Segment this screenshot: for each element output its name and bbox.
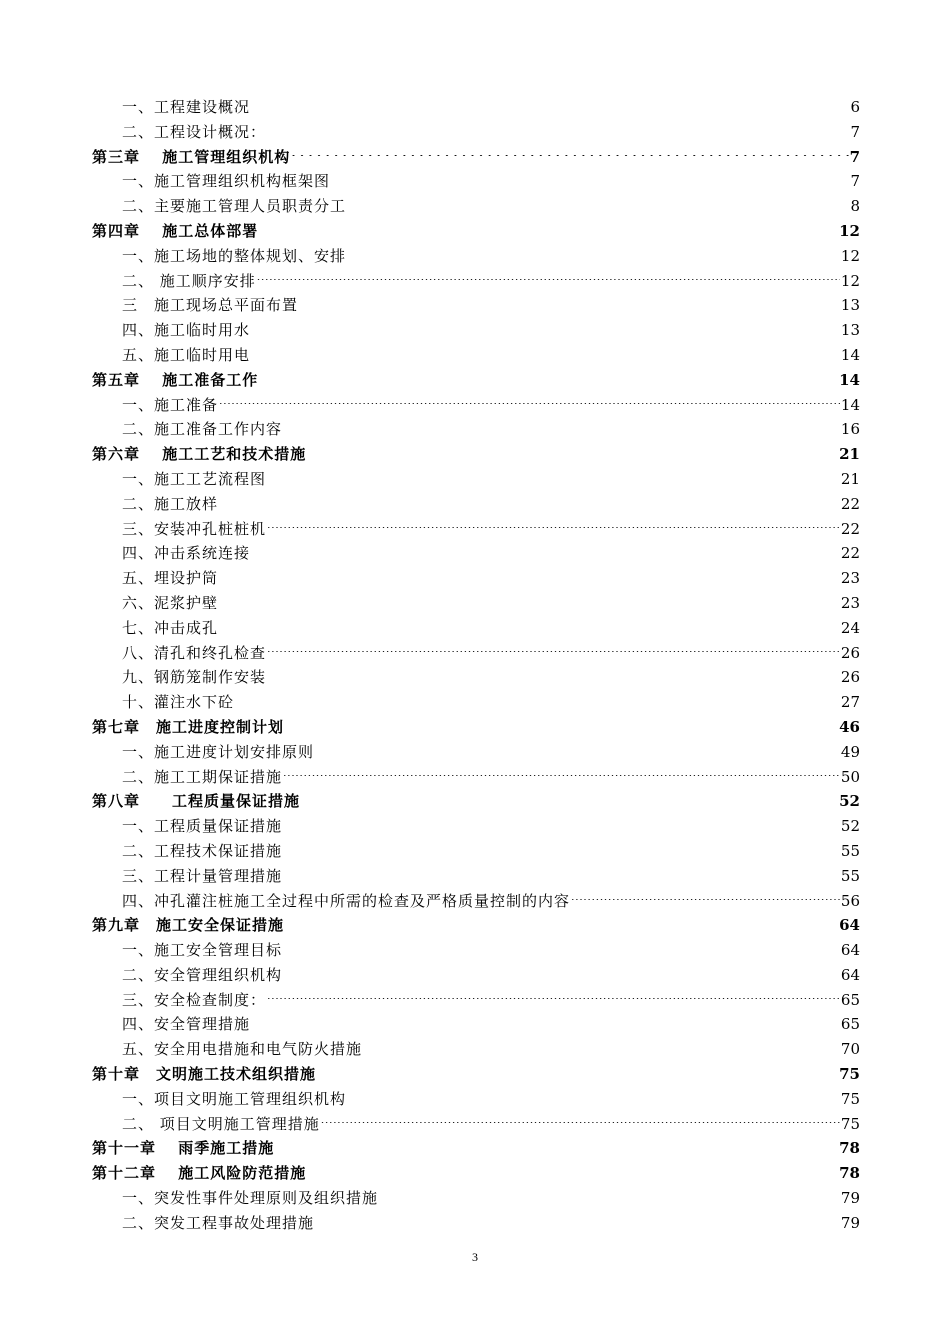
- toc-dot-leader: [571, 899, 840, 907]
- toc-section-entry[interactable]: [92, 517, 860, 542]
- toc-section-entry[interactable]: [92, 1211, 860, 1236]
- toc-entry-title: 二、工程技术保证措施: [122, 841, 283, 860]
- toc-dot-leader: [235, 701, 840, 709]
- toc-entry-title: 一、施工工艺流程图: [122, 469, 267, 488]
- toc-dot-leader: [379, 1197, 840, 1205]
- toc-dot-leader: [219, 577, 840, 585]
- toc-entry-page-number: 14: [840, 345, 860, 364]
- toc-dot-leader: [285, 924, 838, 932]
- toc-dot-leader: [251, 552, 840, 560]
- toc-dot-leader: [291, 155, 848, 163]
- toc-entry-title: 四、冲击系统连接: [122, 544, 251, 563]
- toc-chapter-entry[interactable]: [92, 368, 860, 393]
- toc-entry-page-number: 8: [850, 197, 860, 216]
- toc-entry-page-number: 21: [840, 469, 860, 488]
- toc-entry-page-number: 26: [840, 668, 860, 687]
- toc-entry-title: 第三章 施工管理组织机构: [92, 147, 291, 166]
- toc-entry-page-number: 55: [840, 841, 860, 860]
- toc-dot-leader: [363, 1048, 840, 1056]
- toc-dot-leader: [251, 329, 840, 337]
- toc-entry-title: 第五章 施工准备工作: [92, 370, 259, 389]
- toc-entry-title: 二、 施工顺序安排: [122, 271, 256, 290]
- toc-entry-title: 二、施工准备工作内容: [122, 420, 283, 439]
- toc-dot-leader: [219, 602, 840, 610]
- toc-chapter-entry[interactable]: [92, 442, 860, 467]
- toc-dot-leader: [307, 453, 838, 461]
- toc-entry-page-number: 49: [840, 742, 860, 761]
- toc-dot-leader: [267, 998, 840, 1006]
- toc-section-entry[interactable]: [92, 1186, 860, 1211]
- toc-section-entry[interactable]: [92, 740, 860, 765]
- toc-section-entry[interactable]: [92, 839, 860, 864]
- toc-dot-leader: [283, 825, 840, 833]
- toc-entry-title: 二、施工放样: [122, 494, 219, 513]
- toc-entry-page-number: 12: [840, 271, 860, 290]
- toc-entry-page-number: 22: [840, 544, 860, 563]
- toc-entry-page-number: 75: [840, 1089, 860, 1108]
- toc-entry-title: 八、清孔和终孔检查: [122, 643, 267, 662]
- toc-entry-title: 二、施工工期保证措施: [122, 767, 283, 786]
- toc-entry-page-number: 52: [839, 792, 860, 811]
- toc-section-entry[interactable]: [92, 566, 860, 591]
- toc-dot-leader: [267, 478, 840, 486]
- toc-entry-title: 四、安全管理措施: [122, 1015, 251, 1034]
- toc-dot-leader: [283, 850, 840, 858]
- toc-entry-title: 四、冲孔灌注桩施工全过程中所需的检查及严格质量控制的内容: [122, 891, 571, 910]
- toc-dot-leader: [347, 255, 840, 263]
- toc-entry-title: 第十二章 施工风险防范措施: [92, 1164, 307, 1183]
- toc-chapter-entry[interactable]: [92, 219, 860, 244]
- toc-entry-title: 一、项目文明施工管理组织机构: [122, 1089, 347, 1108]
- toc-entry-page-number: 27: [840, 693, 860, 712]
- toc-dot-leader: [251, 106, 849, 114]
- toc-entry-title: 第十一章 雨季施工措施: [92, 1139, 275, 1158]
- toc-entry-title: 九、钢筋笼制作安装: [122, 668, 267, 687]
- toc-entry-title: 一、突发性事件处理原则及组织措施: [122, 1189, 379, 1208]
- toc-dot-leader: [301, 800, 838, 808]
- toc-entry-title: 一、施工进度计划安排原则: [122, 742, 315, 761]
- toc-entry-title: 三、安装冲孔桩桩机: [122, 519, 267, 538]
- toc-section-entry[interactable]: [92, 492, 860, 517]
- toc-entry-title: 第十章 文明施工技术组织措施: [92, 1065, 317, 1084]
- toc-entry-page-number: 56: [840, 891, 860, 910]
- toc-entry-title: 第九章 施工安全保证措施: [92, 916, 285, 935]
- toc-section-entry[interactable]: [92, 120, 860, 145]
- toc-dot-leader: [321, 1122, 840, 1130]
- toc-section-entry[interactable]: [92, 194, 860, 219]
- toc-section-entry[interactable]: [92, 938, 860, 963]
- toc-entry-page-number: 78: [839, 1139, 860, 1158]
- toc-section-entry[interactable]: [92, 1087, 860, 1112]
- toc-entry-page-number: 50: [840, 767, 860, 786]
- toc-entry-title: 十、灌注水下砼: [122, 693, 235, 712]
- toc-entry-page-number: 70: [840, 1040, 860, 1059]
- toc-entry-title: 二、 项目文明施工管理措施: [122, 1114, 320, 1133]
- toc-section-entry[interactable]: [92, 393, 860, 418]
- toc-entry-page-number: 46: [839, 717, 860, 736]
- table-of-contents: [92, 95, 860, 1236]
- toc-entry-title: 七、冲击成孔: [122, 618, 219, 637]
- toc-dot-leader: [275, 1147, 838, 1155]
- toc-entry-title: 一、施工安全管理目标: [122, 941, 283, 960]
- toc-entry-page-number: 13: [840, 296, 860, 315]
- toc-entry-page-number: 65: [840, 1015, 860, 1034]
- toc-chapter-entry[interactable]: [92, 1161, 860, 1186]
- toc-section-entry[interactable]: [92, 541, 860, 566]
- toc-chapter-entry[interactable]: [92, 913, 860, 938]
- toc-section-entry[interactable]: [92, 591, 860, 616]
- toc-entry-title: 三、安全检查制度：: [122, 990, 267, 1009]
- toc-section-entry[interactable]: [92, 963, 860, 988]
- toc-entry-title: 二、突发工程事故处理措施: [122, 1213, 315, 1232]
- toc-entry-page-number: 16: [840, 420, 860, 439]
- toc-entry-title: 一、施工场地的整体规划、安排: [122, 246, 347, 265]
- toc-entry-title: 三、工程计量管理措施: [122, 866, 283, 885]
- toc-entry-title: 二、工程设计概况：: [122, 122, 267, 141]
- toc-entry-page-number: 21: [839, 445, 860, 464]
- toc-section-entry[interactable]: [92, 169, 860, 194]
- toc-section-entry[interactable]: [92, 814, 860, 839]
- toc-dot-leader: [283, 428, 840, 436]
- toc-section-entry[interactable]: [92, 1112, 860, 1137]
- toc-section-entry[interactable]: [92, 467, 860, 492]
- toc-dot-leader: [283, 974, 840, 982]
- toc-section-entry[interactable]: [92, 1012, 860, 1037]
- toc-entry-title: 六、泥浆护壁: [122, 593, 219, 612]
- toc-dot-leader: [317, 1073, 838, 1081]
- toc-chapter-entry[interactable]: [92, 1136, 860, 1161]
- toc-entry-page-number: 79: [840, 1189, 860, 1208]
- toc-dot-leader: [267, 131, 849, 139]
- toc-entry-page-number: 13: [840, 321, 860, 340]
- toc-section-entry[interactable]: [92, 690, 860, 715]
- toc-entry-title: 第八章 工程质量保证措施: [92, 792, 301, 811]
- toc-entry-page-number: 26: [840, 643, 860, 662]
- toc-entry-title: 一、工程建设概况: [122, 98, 251, 116]
- toc-entry-page-number: 23: [840, 593, 860, 612]
- toc-section-entry[interactable]: [92, 1037, 860, 1062]
- toc-entry-page-number: 12: [839, 221, 860, 240]
- toc-dot-leader: [347, 205, 849, 213]
- toc-section-entry[interactable]: [92, 616, 860, 641]
- toc-entry-page-number: 24: [840, 618, 860, 637]
- toc-chapter-entry[interactable]: [92, 1062, 860, 1087]
- toc-dot-leader: [267, 651, 840, 659]
- toc-entry-title: 第七章 施工进度控制计划: [92, 717, 285, 736]
- toc-section-entry[interactable]: [92, 318, 860, 343]
- toc-section-entry[interactable]: [92, 244, 860, 269]
- toc-entry-page-number: 55: [840, 866, 860, 885]
- toc-entry-page-number: 78: [839, 1164, 860, 1183]
- toc-entry-page-number: 79: [840, 1213, 860, 1232]
- toc-entry-title: 五、埋设护筒: [122, 569, 219, 588]
- toc-dot-leader: [283, 775, 840, 783]
- toc-dot-leader: [347, 1098, 840, 1106]
- toc-dot-leader: [259, 379, 838, 387]
- toc-entry-page-number: 7: [850, 172, 860, 191]
- toc-entry-title: 一、施工管理组织机构框架图: [122, 172, 331, 191]
- toc-section-entry[interactable]: [92, 889, 860, 914]
- toc-entry-page-number: 64: [839, 916, 860, 935]
- toc-section-entry[interactable]: [92, 293, 860, 318]
- toc-dot-leader: [257, 279, 840, 287]
- toc-entry-page-number: 23: [840, 569, 860, 588]
- toc-section-entry[interactable]: [92, 665, 860, 690]
- toc-dot-leader: [307, 1172, 838, 1180]
- toc-entry-page-number: 52: [840, 817, 860, 836]
- page-number: 3: [472, 1250, 478, 1264]
- toc-entry-page-number: 14: [839, 370, 860, 389]
- toc-dot-leader: [283, 949, 840, 957]
- toc-entry-title: 四、施工临时用水: [122, 321, 251, 340]
- toc-dot-leader: [315, 751, 840, 759]
- toc-entry-title: 二、安全管理组织机构: [122, 965, 283, 984]
- toc-entry-title: 第四章 施工总体部署: [92, 221, 259, 240]
- toc-dot-leader: [331, 180, 849, 188]
- toc-section-entry[interactable]: [92, 95, 860, 120]
- toc-entry-page-number: 7: [849, 147, 860, 166]
- toc-entry-title: 第六章 施工工艺和技术措施: [92, 445, 307, 464]
- toc-section-entry[interactable]: [92, 988, 860, 1013]
- toc-entry-title: 一、工程质量保证措施: [122, 817, 283, 836]
- toc-chapter-entry[interactable]: [92, 789, 860, 814]
- toc-section-entry[interactable]: [92, 765, 860, 790]
- toc-entry-title: 二、主要施工管理人员职责分工: [122, 197, 347, 216]
- toc-dot-leader: [299, 304, 840, 312]
- toc-dot-leader: [267, 527, 840, 535]
- toc-dot-leader: [315, 1222, 840, 1230]
- toc-dot-leader: [219, 503, 840, 511]
- toc-entry-page-number: 7: [850, 122, 860, 141]
- toc-dot-leader: [219, 627, 840, 635]
- toc-dot-leader: [267, 676, 840, 684]
- toc-dot-leader: [283, 875, 840, 883]
- toc-entry-title: 五、安全用电措施和电气防火措施: [122, 1040, 363, 1059]
- toc-section-entry[interactable]: [92, 864, 860, 889]
- toc-dot-leader: [259, 230, 838, 238]
- toc-entry-title: 五、施工临时用电: [122, 345, 251, 364]
- toc-chapter-entry[interactable]: [92, 145, 860, 170]
- toc-dot-leader: [251, 1023, 840, 1031]
- toc-entry-page-number: 22: [840, 519, 860, 538]
- toc-entry-title: 三 施工现场总平面布置: [122, 296, 299, 315]
- toc-entry-page-number: 75: [839, 1065, 860, 1084]
- toc-section-entry[interactable]: [92, 343, 860, 368]
- toc-entry-page-number: 64: [840, 941, 860, 960]
- toc-dot-leader: [285, 726, 838, 734]
- toc-entry-page-number: 65: [840, 990, 860, 1009]
- toc-section-entry[interactable]: [92, 641, 860, 666]
- toc-dot-leader: [219, 403, 840, 411]
- toc-chapter-entry[interactable]: [92, 715, 860, 740]
- toc-entry-page-number: 12: [840, 246, 860, 265]
- toc-entry-page-number: 6: [850, 98, 860, 116]
- toc-entry-page-number: 64: [840, 965, 860, 984]
- toc-section-entry[interactable]: [92, 417, 860, 442]
- toc-entry-page-number: 75: [840, 1114, 860, 1133]
- toc-entry-title: 一、施工准备: [122, 395, 219, 414]
- toc-section-entry[interactable]: [92, 269, 860, 294]
- toc-entry-page-number: 22: [840, 494, 860, 513]
- toc-entry-page-number: 14: [840, 395, 860, 414]
- toc-dot-leader: [251, 354, 840, 362]
